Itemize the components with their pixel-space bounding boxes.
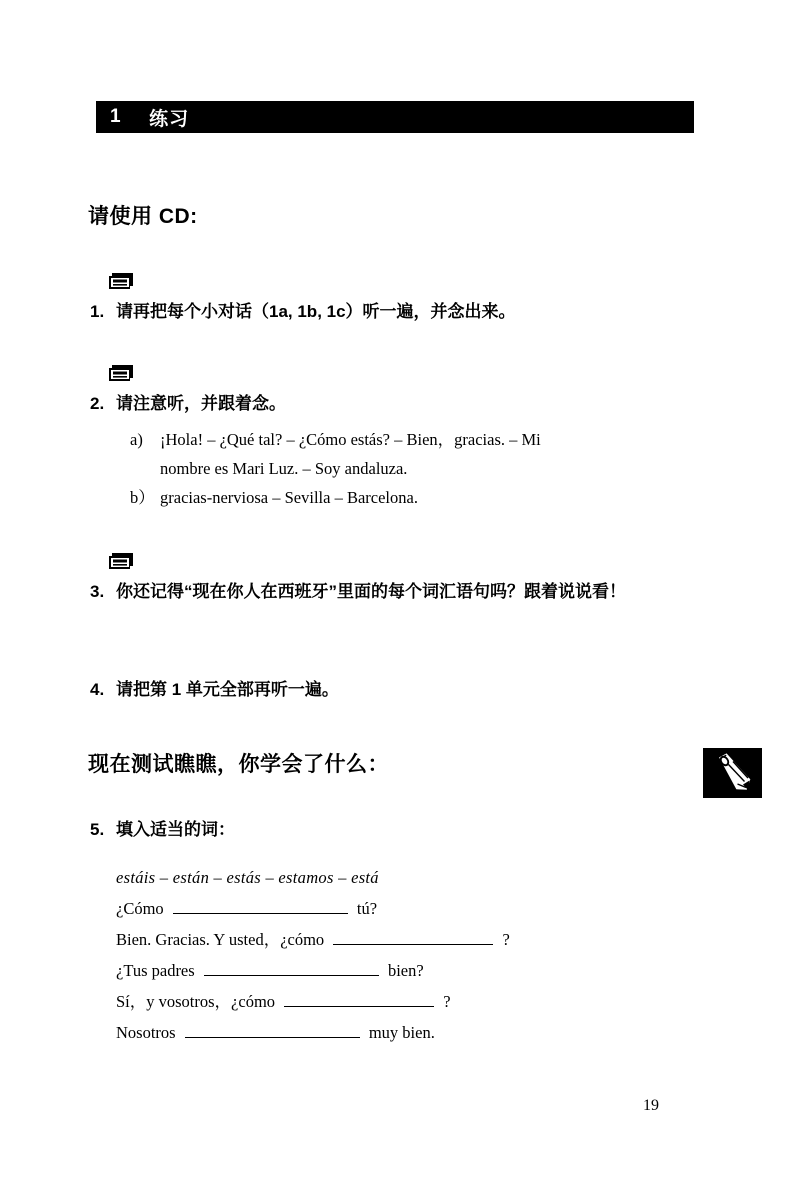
fill-line-3 <box>116 955 676 986</box>
exercise-item-4 <box>90 676 690 704</box>
fill-suffix: bien? <box>387 961 424 980</box>
pencil-icon <box>703 748 762 798</box>
chapter-header-bar <box>96 101 694 133</box>
item-number: 1. <box>90 302 105 321</box>
cassette-tape-icon <box>108 272 134 290</box>
item-text: 你还记得“现在你人在西班牙”里面的每个词汇语句吗？跟着说说看！ <box>116 582 626 601</box>
example-label: b） <box>130 488 155 507</box>
item-text: 请再把每个小对话（1a, 1b, 1c）听一遍，并念出来。 <box>116 302 516 321</box>
example-dialogue-list <box>130 425 690 512</box>
example-text <box>160 425 690 483</box>
section-heading-cd: 请使用 CD: <box>88 205 198 228</box>
section-heading-test: 现在测试瞧瞧，你学会了什么： <box>88 753 389 776</box>
exercise-item-3 <box>90 578 698 606</box>
item-number: 4. <box>90 680 105 699</box>
item-text: 请注意听，并跟着念。 <box>116 394 286 413</box>
fill-line-4 <box>116 986 676 1017</box>
item-number: 5. <box>90 820 105 839</box>
fill-suffix: ? <box>443 992 451 1011</box>
fill-prefix: Bien. Gracias. Y usted，¿cómo <box>116 930 325 949</box>
example-row-a <box>130 425 690 483</box>
blank-input-5[interactable] <box>185 1021 360 1039</box>
fill-in-exercise <box>116 862 676 1048</box>
fill-line-1 <box>116 893 676 924</box>
chapter-title: 练习 <box>149 108 190 130</box>
blank-input-2[interactable] <box>333 928 493 946</box>
pencil-icon-badge <box>703 748 762 798</box>
page-number: 19 <box>643 1097 659 1114</box>
blank-input-4[interactable] <box>284 990 434 1008</box>
cassette-tape-icon <box>108 364 134 382</box>
fill-suffix: tú? <box>356 899 378 918</box>
fill-line-2 <box>116 924 676 955</box>
fill-prefix: Sí，y vosotros，¿cómo <box>116 992 276 1011</box>
cassette-tape-icon <box>108 552 134 570</box>
item-text: 填入适当的词： <box>116 820 235 839</box>
blank-input-1[interactable] <box>173 897 348 915</box>
example-line-1: ¡Hola! – ¿Qué tal? – ¿Cómo estás? – Bien，gracias. – Mi <box>160 430 541 449</box>
example-line-2: nombre es Mari Luz. – Soy andaluza. <box>160 459 408 478</box>
fill-suffix: ? <box>502 930 510 949</box>
exercise-item-1 <box>90 298 690 326</box>
item-text: 请把第 1 单元全部再听一遍。 <box>116 680 339 699</box>
fill-suffix: muy bien. <box>368 1023 435 1042</box>
word-bank: estáis – están – estás – estamos – está <box>116 868 379 887</box>
exercise-item-5 <box>90 816 690 844</box>
fill-prefix: ¿Tus padres <box>116 961 195 980</box>
exercise-item-2 <box>90 390 690 418</box>
blank-input-3[interactable] <box>204 959 379 977</box>
item-number: 2. <box>90 394 105 413</box>
example-text: gracias-nerviosa – Sevilla – Barcelona. <box>160 488 418 507</box>
example-label: a) <box>130 430 143 449</box>
fill-line-5 <box>116 1017 676 1048</box>
chapter-number: 1 <box>110 106 122 127</box>
example-row-b <box>130 483 690 512</box>
fill-prefix: Nosotros <box>116 1023 176 1042</box>
item-number: 3. <box>90 582 105 601</box>
fill-prefix: ¿Cómo <box>116 899 164 918</box>
